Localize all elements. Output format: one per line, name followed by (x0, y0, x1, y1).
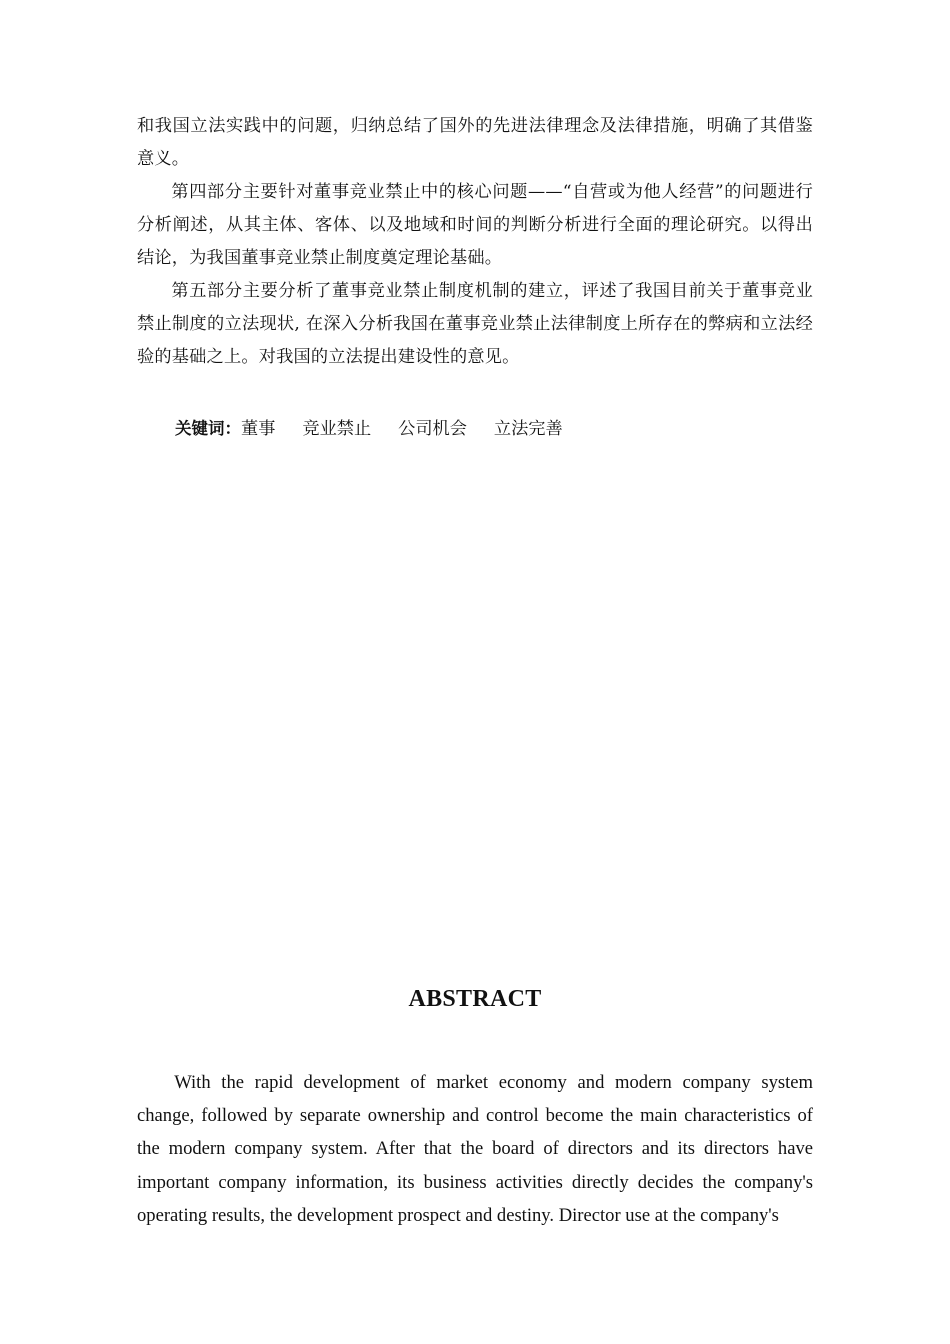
chinese-abstract-body (137, 110, 813, 374)
keyword-item: 董事 (241, 419, 276, 439)
paragraph-part-five: 第五部分主要分析了董事竞业禁止制度机制的建立，评述了我国目前关于董事竞业禁止制度的立法现状, 在深入分析我国在董事竞业禁止法律制度上所存在的弊病和立法经验的基础之上。对我国的立法提出建设性的意见。 (137, 281, 813, 367)
abstract-body: With the rapid development of market economy and modern company system change, followed by separate ownership and control become the main characteristics of the modern company system. After that the board of directors and its directors have important company information, its business activities directly decides the company's operating results, the development prospect and destiny. Director use at the company's (137, 1072, 813, 1226)
paragraph-part-four: 第四部分主要针对董事竞业禁止中的核心问题——“自营或为他人经营”的问题进行分析阐述，从其主体、客体、以及地域和时间的判断分析进行全面的理论研究。以得出结论，为我国董事竞业禁止制度奠定理论基础。 (137, 182, 813, 268)
keywords-label: 关键词： (175, 419, 241, 438)
keyword-item: 竞业禁止 (302, 419, 372, 439)
keyword-item: 立法完善 (493, 419, 563, 439)
keyword-item: 公司机会 (398, 419, 467, 439)
abstract-heading: ABSTRACT (408, 986, 542, 1012)
keywords-line (175, 412, 590, 446)
paragraph-continued: 和我国立法实践中的问题，归纳总结了国外的先进法律理念及法律措施，明确了其借鉴意义。 (137, 116, 813, 169)
